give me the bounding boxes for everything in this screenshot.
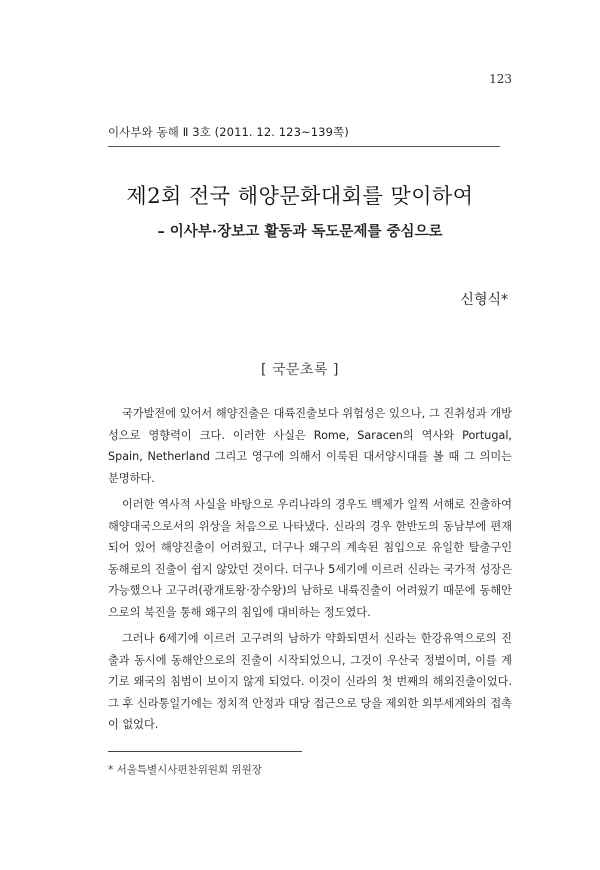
author-name: 신형식* — [460, 292, 508, 308]
article-subtitle: – 이사부·장보고 활동과 독도문제를 중심으로 — [157, 224, 443, 240]
abstract-paragraph-1: 국가발전에 있어서 해양진출은 대륙진출보다 위험성은 있으나, 그 진취성과 개방성으로 영향력이 크다. 이러한 사실은 Rome, Saracen의 역사와 Portugal, Spain, Netherland 그리고 영구에 의해서 이룩된 대서양시대를 볼 때 그 의미는 분명하다. — [108, 407, 512, 485]
header-divider — [108, 146, 500, 147]
footnote-divider — [108, 751, 302, 752]
page-number: 123 — [489, 72, 512, 86]
article-title: 제2회 전국 해양문화대회를 맞이하여 — [126, 184, 474, 208]
abstract-paragraph-3: 그러나 6세기에 이르러 고구려의 남하가 약화되면서 신라는 한강유역으로의 진출과 동시에 동해안으로의 진출이 시작되었으니, 그것이 우산국 정벌이며, 이를 계기로 왜국의 침범이 보이지 않게 되었다. 이것이 신라의 첫 번째의 해외진출이었다. 그 후 신라통일기에는 정치적 안정과 대당 접근으로 당을 제외한 외부세계와의 접촉이 없었다. — [108, 632, 512, 731]
footnote: * 서울특별시사편찬위원회 위원장 — [108, 764, 262, 776]
abstract-heading: [ 국문초록 ] — [261, 362, 339, 378]
running-head: 이사부와 동해 Ⅱ 3호 (2011. 12. 123~139쪽) — [108, 125, 349, 139]
abstract-paragraph-2: 이러한 역사적 사실을 바탕으로 우리나라의 경우도 백제가 일찍 서해로 진출하여 해양대국으로서의 위상을 처음으로 나타냈다. 신라의 경우 한반도의 동남부에 편재되어 있어 해양진출이 어려웠고, 더구나 왜구의 계속된 침입으로 유일한 탈출구인 동해로의 진출이 쉽지 않았던 것이다. 더구나 5세기에 이르러 신라는 국가적 성장은 가능했으나 고구려(광개토왕·장수왕)의 남하로 내륙진출이 어려웠기 때문에 동해안으로의 북진을 통해 왜구의 침입에 대비하는 정도였다. — [108, 498, 512, 619]
